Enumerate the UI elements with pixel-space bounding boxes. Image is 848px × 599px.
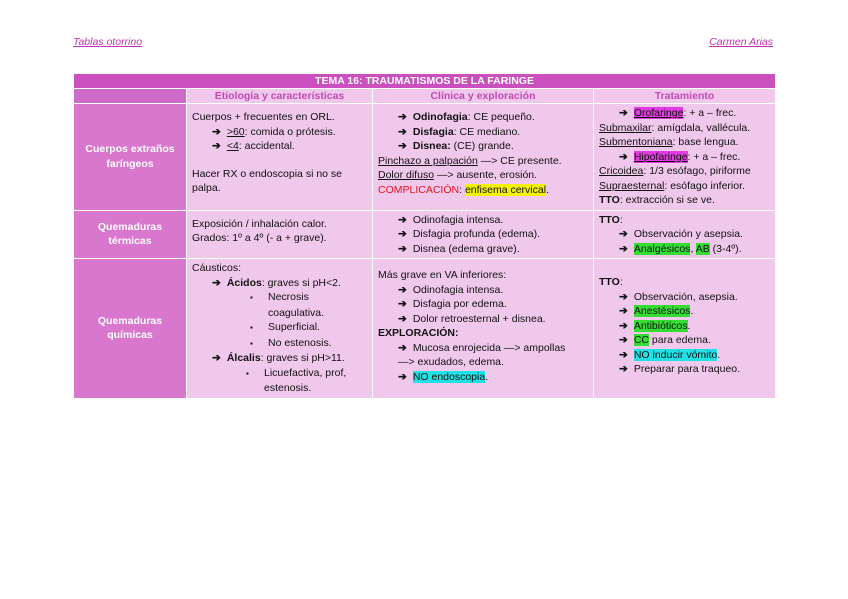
exploracion-heading: EXPLORACIÓN: bbox=[378, 327, 459, 339]
text-line: palpa. bbox=[192, 182, 221, 194]
cell-etiologia bbox=[187, 104, 373, 211]
list-item: ➔ Disfagia: CE mediano. bbox=[398, 125, 521, 138]
list-item: ➔ Disfagia profunda (edema). bbox=[398, 228, 541, 240]
text-line: Hacer RX o endoscopia si no se bbox=[192, 167, 342, 180]
list-item: ➔ Disnea (edema grave). bbox=[398, 242, 520, 255]
list-item: ➔ Orofaringe: + a – frec. bbox=[619, 107, 737, 119]
header-right: Carmen Arias bbox=[709, 36, 773, 48]
text-line: TTO: bbox=[599, 213, 623, 226]
arrow-icon: ➔ bbox=[212, 140, 221, 152]
arrow-icon: ➔ bbox=[398, 312, 407, 325]
complication-line: COMPLICACIÓN: enfisema cervical. bbox=[378, 183, 549, 196]
table-title: TEMA 16: TRAUMATISMOS DE LA FARINGE bbox=[74, 74, 776, 89]
text-line: Exposición / inhalación calor. bbox=[192, 217, 327, 230]
list-item: ➔ Disnea: (CE) grande. bbox=[398, 140, 514, 152]
list-item: ➔ Analgésicos, AB (3-4º). bbox=[619, 242, 742, 255]
text-line: Submaxilar: amígdala, vallécula. bbox=[599, 121, 751, 134]
text-line: Cricoidea: 1/3 esófago, piriforme bbox=[599, 165, 751, 177]
table-title-row bbox=[74, 74, 776, 89]
arrow-icon: ➔ bbox=[398, 283, 407, 296]
arrow-icon: ➔ bbox=[398, 298, 407, 310]
arrow-icon: ➔ bbox=[619, 150, 628, 163]
arrow-icon: ➔ bbox=[619, 348, 628, 361]
arrow-icon: ➔ bbox=[398, 228, 407, 240]
column-header-tratamiento: Tratamiento bbox=[594, 89, 776, 104]
list-item: ➔ Preparar para traqueo. bbox=[619, 363, 741, 375]
trauma-table bbox=[73, 73, 776, 399]
arrow-icon: ➔ bbox=[398, 242, 407, 255]
list-item: ➔ <4: accidental. bbox=[212, 140, 295, 152]
arrow-icon: ➔ bbox=[619, 305, 628, 317]
arrow-icon: ➔ bbox=[619, 319, 628, 332]
text-line: TTO: extracción si se ve. bbox=[599, 194, 715, 206]
list-item: ➔ Anestésicos. bbox=[619, 305, 694, 317]
text-line: Dolor difuso —> ausente, erosión. bbox=[378, 169, 538, 181]
sub-list-item: ▪ No estenosis. bbox=[192, 336, 367, 352]
cell-clinica bbox=[373, 210, 594, 259]
list-item: ➔ Hipofaringe: + a – frec. bbox=[619, 150, 741, 163]
column-header-blank bbox=[74, 89, 187, 104]
arrow-icon: ➔ bbox=[398, 111, 407, 123]
list-item: ➔ Odinofagia intensa. bbox=[398, 213, 504, 226]
header-left: Tablas otorrino bbox=[73, 36, 143, 48]
cell-clinica bbox=[373, 104, 594, 211]
arrow-icon: ➔ bbox=[619, 290, 628, 303]
list-item: ➔ Observación, asepsia. bbox=[619, 290, 738, 303]
row-label-cuerpos-extranos: Cuerpos extraños faríngeos bbox=[74, 104, 187, 211]
bullet-icon: ▪ bbox=[246, 368, 249, 378]
table-row bbox=[74, 104, 776, 211]
bullet-icon: ▪ bbox=[250, 338, 253, 348]
cell-etiologia bbox=[187, 259, 373, 399]
arrow-icon: ➔ bbox=[619, 242, 628, 255]
list-item: ➔ NO inducir vómito. bbox=[619, 348, 721, 361]
table-row bbox=[74, 259, 776, 399]
row-label-quemaduras-termicas: Quemaduras térmicas bbox=[74, 210, 187, 259]
text-line: Supraesternal: esófago inferior. bbox=[599, 179, 745, 192]
text-line: Grados: 1º a 4º (- a + grave). bbox=[192, 232, 327, 244]
text-line: Cáusticos: bbox=[192, 262, 242, 274]
list-item: ➔ Antibióticos. bbox=[619, 319, 691, 332]
row-label-quemaduras-quimicas: Quemaduras químicas bbox=[74, 259, 187, 399]
text-line: Más grave en VA inferiores: bbox=[378, 269, 507, 281]
cell-tratamiento bbox=[594, 104, 776, 211]
sub-list-item: ▪ Necrosis coagulativa. bbox=[250, 291, 325, 319]
list-item-continuation: —> exudados, edema. bbox=[398, 356, 504, 368]
list-item: ➔ Dolor retroesternal + disnea. bbox=[398, 312, 546, 325]
arrow-icon: ➔ bbox=[619, 363, 628, 375]
arrow-icon: ➔ bbox=[619, 334, 628, 346]
arrow-icon: ➔ bbox=[212, 276, 221, 289]
arrow-icon: ➔ bbox=[398, 341, 407, 354]
column-header-clinica: Clínica y exploración bbox=[373, 89, 594, 104]
list-item: ➔ CC para edema. bbox=[619, 334, 711, 346]
sub-list-item: ▪ Licuefactiva, prof, estenosis. bbox=[246, 366, 347, 394]
list-item: ➔ >60: comida o prótesis. bbox=[212, 125, 336, 138]
cell-tratamiento bbox=[594, 259, 776, 399]
cell-clinica bbox=[373, 259, 594, 399]
arrow-icon: ➔ bbox=[619, 107, 628, 119]
arrow-icon: ➔ bbox=[398, 125, 407, 138]
column-header-row bbox=[74, 89, 776, 104]
arrow-icon: ➔ bbox=[398, 213, 407, 226]
cell-etiologia bbox=[187, 210, 373, 259]
arrow-icon: ➔ bbox=[398, 140, 407, 152]
list-item: ➔ Ácidos: graves si pH<2. bbox=[212, 276, 341, 289]
list-item: ➔ Mucosa enrojecida —> ampollas bbox=[398, 341, 566, 354]
arrow-icon: ➔ bbox=[212, 125, 221, 138]
column-header-etiologia: Etiología y características bbox=[187, 89, 373, 104]
text-line: Pinchazo a palpación —> CE presente. bbox=[378, 154, 562, 167]
text-line: Submentoniana: base lengua. bbox=[599, 136, 739, 148]
list-item: ➔ Odinofagia intensa. bbox=[398, 283, 504, 296]
list-item: ➔ Observación y asepsia. bbox=[619, 228, 743, 240]
bullet-icon: ▪ bbox=[250, 293, 253, 302]
arrow-icon: ➔ bbox=[619, 228, 628, 240]
table-row bbox=[74, 210, 776, 259]
arrow-icon: ➔ bbox=[212, 352, 221, 364]
cell-tratamiento bbox=[594, 210, 776, 259]
arrow-icon: ➔ bbox=[398, 370, 407, 383]
list-item: ➔ Álcalis: graves si pH>11. bbox=[212, 352, 345, 364]
text-line: TTO: bbox=[599, 276, 623, 288]
bullet-icon: ▪ bbox=[250, 323, 253, 332]
list-item: ➔ Odinofagia: CE pequeño. bbox=[398, 111, 535, 123]
sub-list-item: ▪ Superficial. bbox=[192, 320, 367, 336]
list-item: ➔ NO endoscopia. bbox=[398, 370, 489, 383]
text-line: Cuerpos + frecuentes en ORL. bbox=[192, 111, 335, 123]
list-item: ➔ Disfagia por edema. bbox=[398, 298, 507, 310]
